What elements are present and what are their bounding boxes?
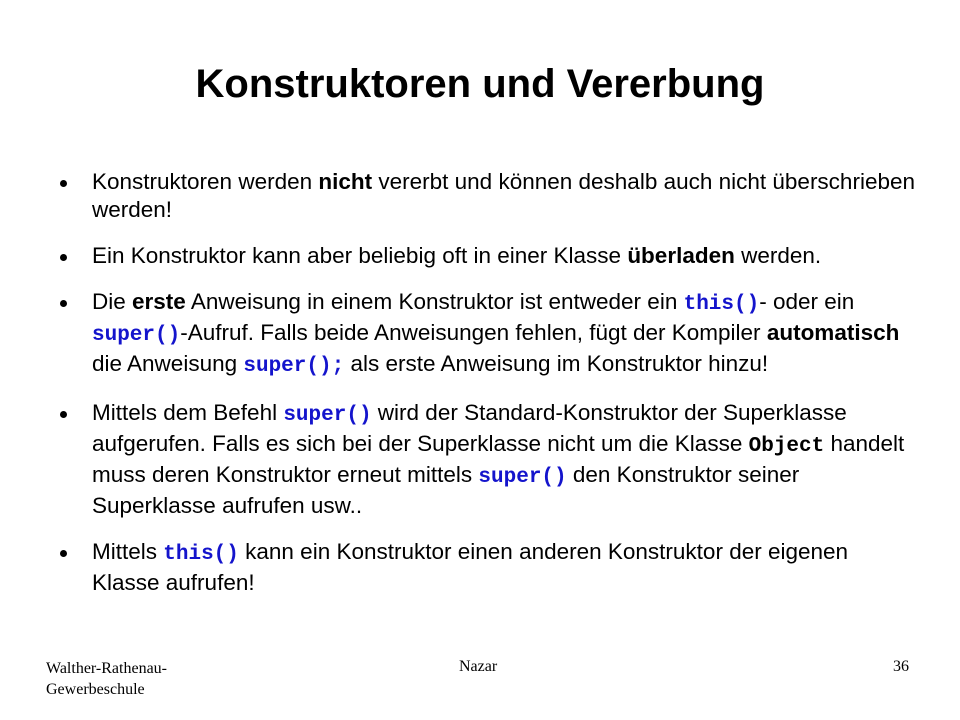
- bullet-dot-icon: [60, 411, 67, 418]
- bullet-list: [58, 168, 918, 615]
- bullet-dot-icon: [60, 180, 67, 187]
- bold-text: nicht: [318, 169, 373, 194]
- footer-author: Nazar: [459, 658, 498, 675]
- bullet-dot-icon: [60, 254, 67, 261]
- code-snippet: Object: [748, 435, 825, 458]
- bullet-text: die Anweisung: [92, 351, 244, 376]
- bullet-text: vererbt und können deshalb auch nicht überschrieben werden!: [92, 169, 915, 222]
- slide-title: Konstruktoren und Vererbung: [195, 62, 765, 106]
- bullet-text: Anweisung in einem Konstruktor ist entweder ein: [185, 289, 684, 314]
- bold-text: automatisch: [766, 320, 900, 345]
- bold-text: erste: [132, 289, 186, 314]
- footer-school: Walther-Rathenau-Gewerbeschule: [46, 660, 167, 698]
- bullet-text: als erste Anweisung im Konstruktor hinzu!: [344, 351, 769, 376]
- bullet-dot-icon: [60, 550, 67, 557]
- bullet-dot-icon: [60, 300, 67, 307]
- bullet-text: werden.: [734, 243, 822, 268]
- bullet-item: [58, 242, 918, 270]
- code-snippet: this(): [163, 543, 239, 566]
- code-snippet: super();: [243, 355, 345, 378]
- bullet-text: Mittels: [92, 539, 164, 564]
- bullet-text: Konstruktoren werden: [92, 169, 319, 194]
- bullet-text: kann ein Konstruktor einen anderen Konstruktor der eigenen Klasse aufrufen!: [92, 539, 849, 595]
- bullet-item: [58, 399, 918, 520]
- bullet-item: [58, 288, 918, 381]
- bullet-text: Die: [92, 289, 133, 314]
- bullet-text: Mittels dem Befehl: [92, 400, 284, 425]
- bullet-text: Ein Konstruktor kann aber beliebig oft in einer Klasse: [92, 243, 628, 268]
- code-snippet: super(): [283, 404, 372, 427]
- bullet-item: [58, 538, 918, 597]
- bullet-item: [58, 168, 918, 224]
- bold-text: überladen: [627, 243, 735, 268]
- code-snippet: this(): [683, 293, 760, 316]
- bullet-text: -Aufruf. Falls beide Anweisungen fehlen, fügt der Kompiler: [180, 320, 767, 345]
- code-snippet: super(): [92, 324, 181, 347]
- page-number: 36: [893, 658, 909, 675]
- bullet-text: handelt muss deren Konstruktor erneut mittels: [92, 431, 905, 487]
- code-snippet: super(): [478, 466, 567, 489]
- bullet-text: wird der Standard-Konstruktor der Superklasse aufgerufen. Falls es sich bei der Superklasse nicht um die Klasse: [92, 400, 847, 456]
- bullet-text: den Konstruktor seiner Superklasse aufrufen usw..: [92, 462, 800, 518]
- bullet-text: - oder ein: [759, 289, 855, 314]
